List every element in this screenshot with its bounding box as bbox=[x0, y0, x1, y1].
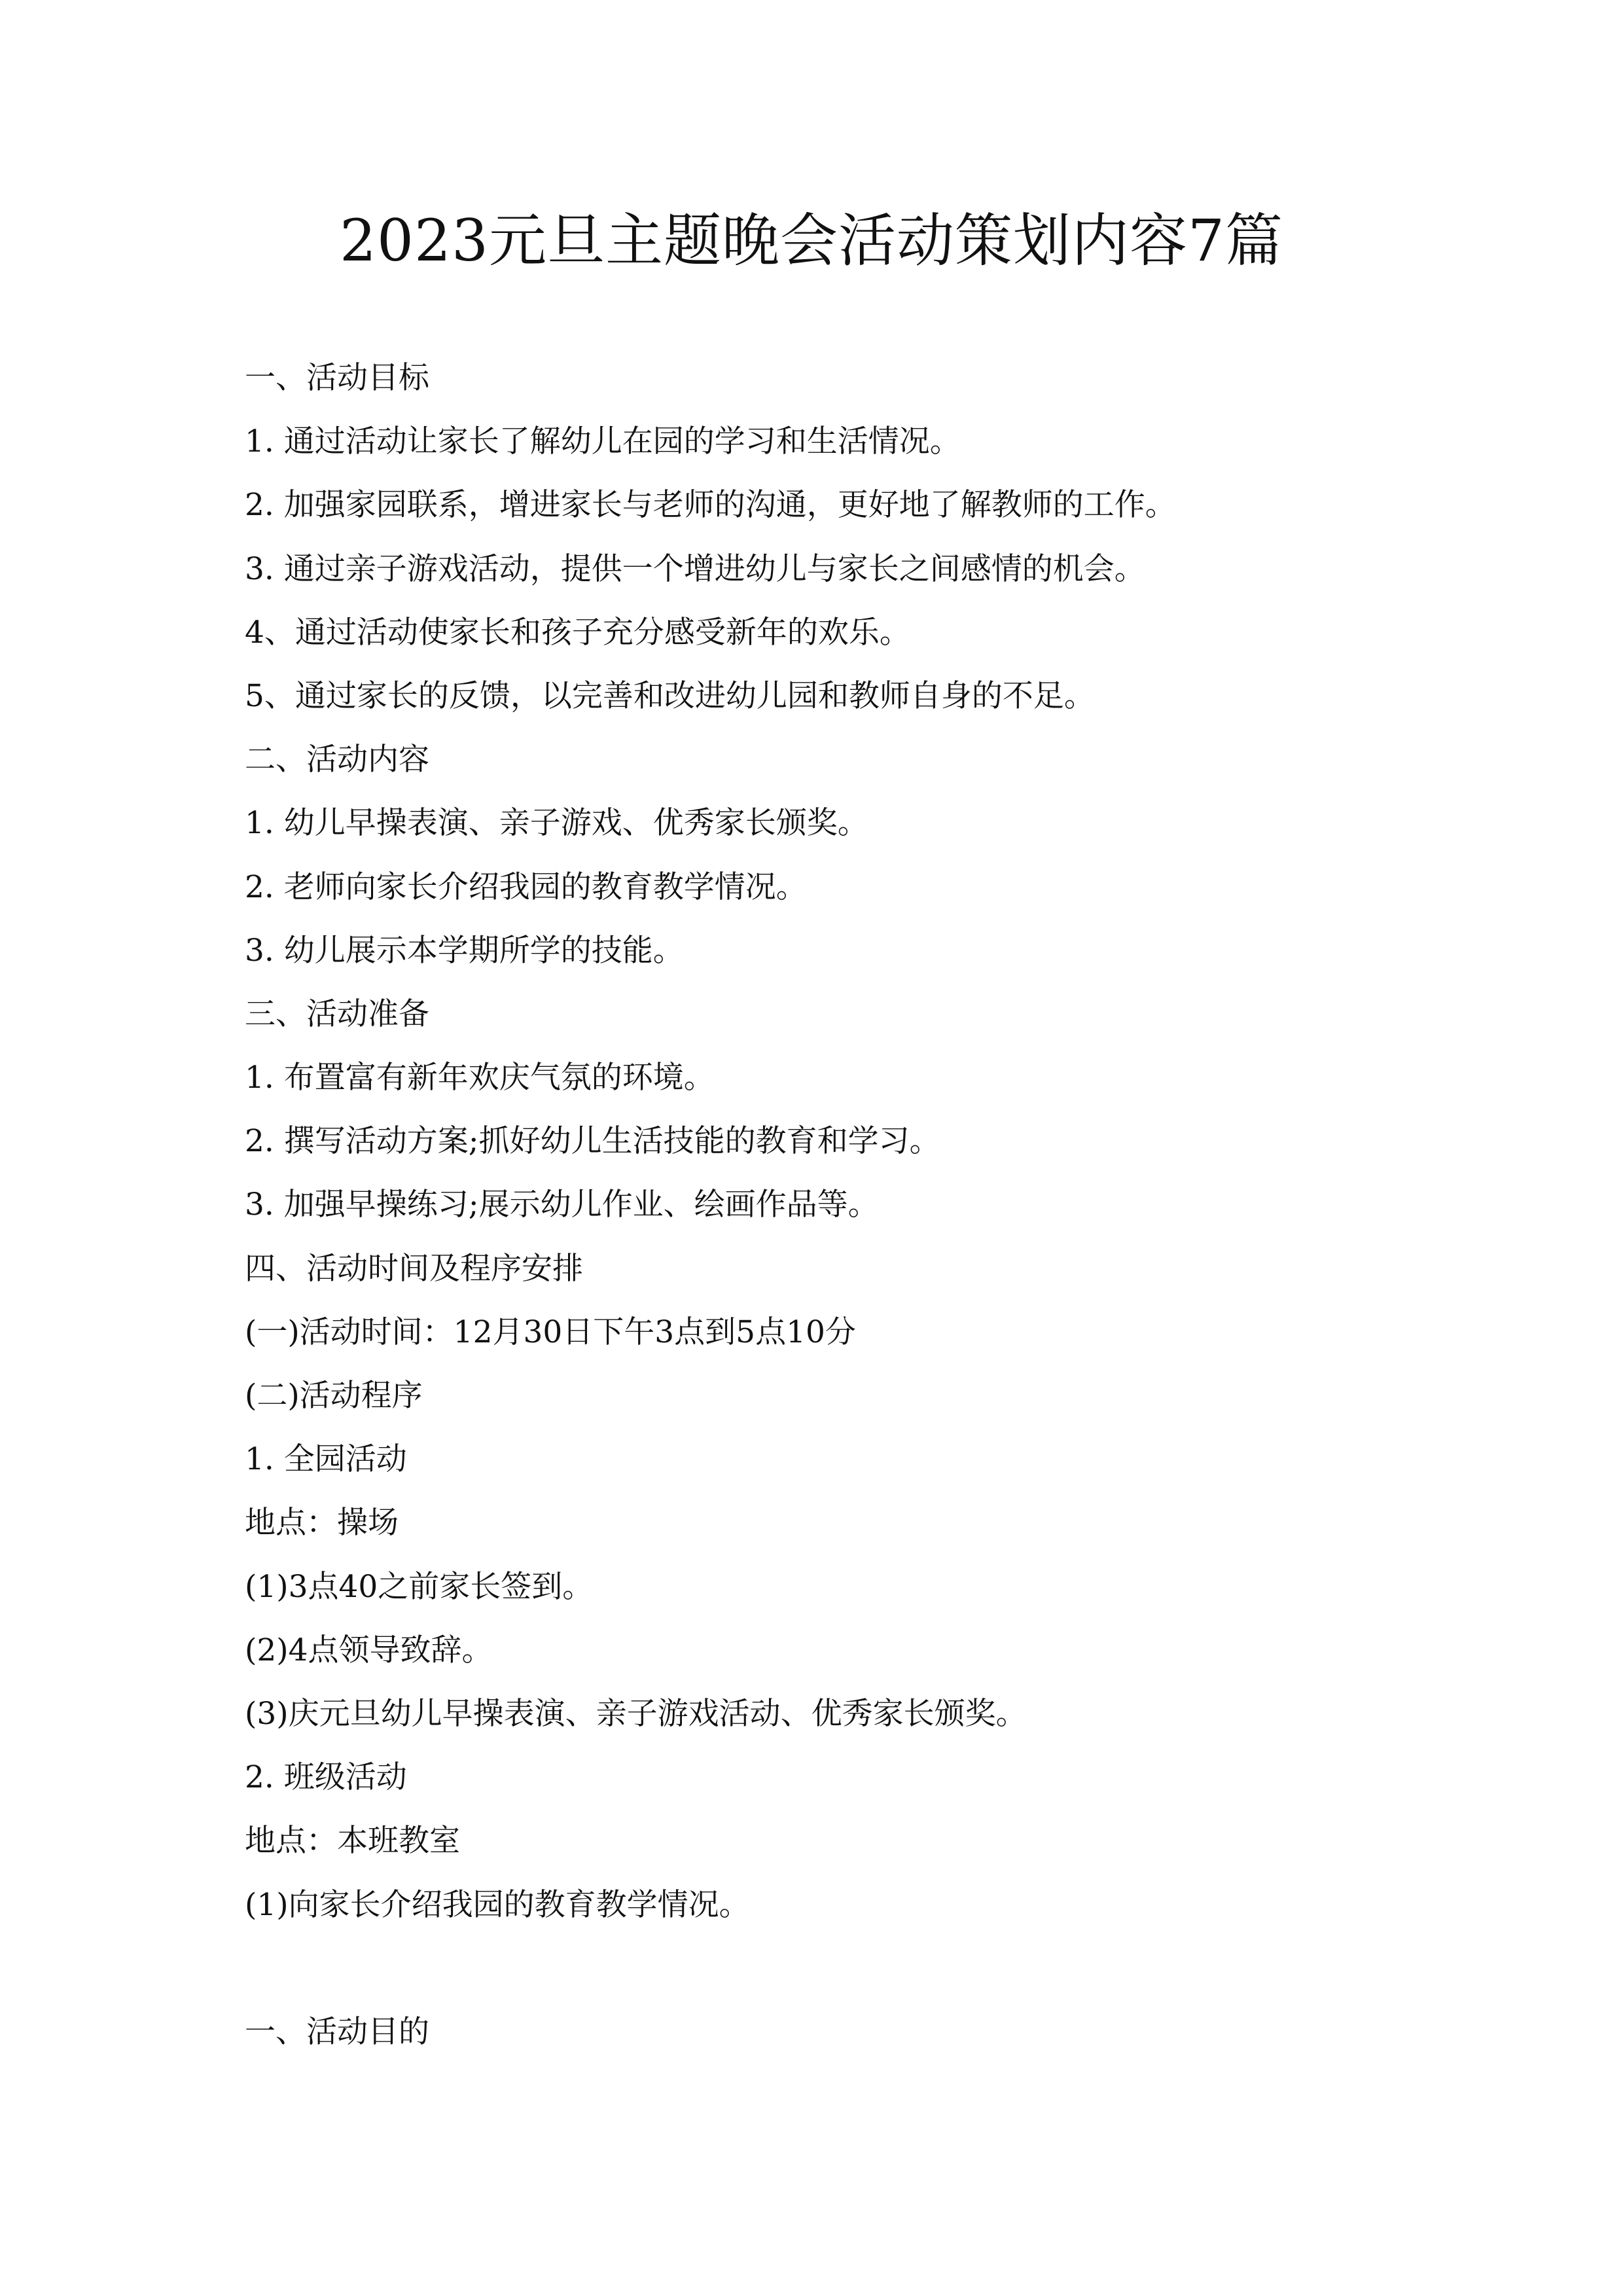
paragraph-line: 2. 班级活动 bbox=[245, 1759, 407, 1796]
paragraph-line: 5、通过家长的反馈，以完善和改进幼儿园和教师自身的不足。 bbox=[245, 677, 1095, 714]
section-heading: 四、活动时间及程序安排 bbox=[245, 1250, 583, 1287]
paragraph-line: 1. 幼儿早操表演、亲子游戏、优秀家长颁奖。 bbox=[245, 805, 868, 842]
paragraph-line: 4、通过活动使家长和孩子充分感受新年的欢乐。 bbox=[245, 614, 910, 651]
paragraph-line: (一)活动时间：12月30日下午3点到5点10分 bbox=[245, 1314, 856, 1350]
section-heading: 二、活动内容 bbox=[245, 742, 429, 778]
paragraph-line: 2. 加强家园联系，增进家长与老师的沟通，更好地了解教师的工作。 bbox=[245, 487, 1176, 524]
paragraph-line: 2. 撰写活动方案;抓好幼儿生活技能的教育和学习。 bbox=[245, 1123, 940, 1160]
paragraph-line: 3. 通过亲子游戏活动，提供一个增进幼儿与家长之间感情的机会。 bbox=[245, 550, 1145, 587]
paragraph-line: 1. 布置富有新年欢庆气氛的环境。 bbox=[245, 1060, 715, 1096]
document-body bbox=[245, 346, 1554, 2064]
paragraph-line: (二)活动程序 bbox=[245, 1378, 423, 1414]
paragraph-line: (3)庆元旦幼儿早操表演、亲子游戏活动、优秀家长颁奖。 bbox=[245, 1695, 1027, 1732]
section-heading: 三、活动准备 bbox=[245, 996, 429, 1032]
paragraph-line: 2. 老师向家长介绍我园的教育教学情况。 bbox=[245, 869, 807, 905]
paragraph-line: (1)3点40之前家长签到。 bbox=[245, 1568, 594, 1605]
paragraph-line: 1. 通过活动让家长了解幼儿在园的学习和生活情况。 bbox=[245, 423, 961, 460]
section-heading: 一、活动目的 bbox=[245, 2013, 429, 2050]
paragraph-line: 地点：操场 bbox=[245, 1505, 399, 1541]
paragraph-line: 3. 加强早操练习;展示幼儿作业、绘画作品等。 bbox=[245, 1187, 879, 1223]
paragraph-line: (1)向家长介绍我园的教育教学情况。 bbox=[245, 1886, 750, 1923]
section-heading: 一、活动目标 bbox=[245, 360, 429, 396]
paragraph-line: (2)4点领导致辞。 bbox=[245, 1632, 493, 1668]
document-title: 2023元旦主题晚会活动策划内容7篇 bbox=[340, 207, 1283, 274]
paragraph-line: 地点：本班教室 bbox=[245, 1823, 460, 1859]
paragraph-line: 1. 全园活动 bbox=[245, 1441, 407, 1478]
paragraph-line: 3. 幼儿展示本学期所学的技能。 bbox=[245, 932, 684, 969]
